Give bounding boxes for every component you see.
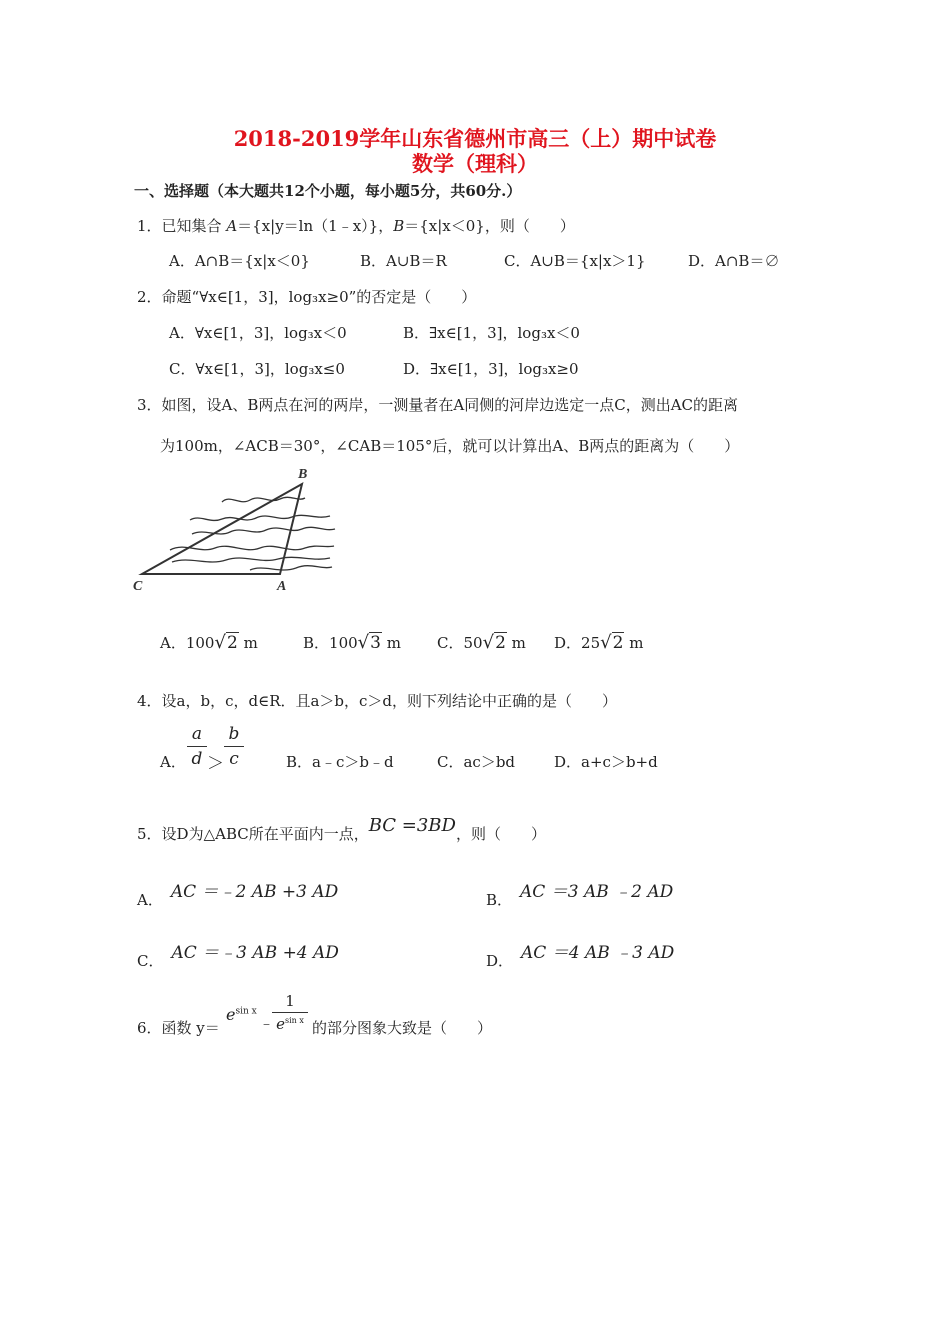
question-5-option-c: C． AC ＝﹣3 AB +4 AD: [137, 943, 339, 970]
sqrt-symbol: √2: [214, 632, 238, 653]
question-6-stem-prefix: 6．函数 y＝: [137, 1019, 220, 1037]
question-2-option-c: C．∀x∈[1，3]，log₃x≤0: [169, 360, 345, 378]
question-1-option-d: D．A∩B＝∅: [688, 252, 780, 270]
question-4-option-a-label: A．: [160, 753, 186, 771]
question-4-greater-sign: ＞: [207, 754, 224, 774]
figure-label-c: C: [133, 579, 143, 594]
question-5-option-d: D． AC ＝4 AB ﹣3 AD: [486, 943, 675, 970]
question-2-option-b: B．∃x∈[1，3]，log₃x＜0: [403, 324, 580, 342]
sqrt-symbol: √2: [600, 632, 624, 653]
question-3-option-a: A．100√2 m: [160, 632, 258, 653]
question-4-fraction-a-over-d: a d: [187, 724, 207, 769]
question-5-option-b: B． AC ＝3 AB ﹣2 AD: [486, 882, 674, 909]
question-6-stem-suffix: 的部分图象大致是（ ）: [312, 1019, 493, 1037]
question-2-stem: 2．命题“∀x∈[1，3]，log₃x≥0”的否定是（ ）: [137, 288, 477, 306]
river-triangle-figure: [130, 462, 340, 597]
page-subtitle: 数学（理科）: [412, 151, 538, 176]
vector-equation: BC =3BD: [368, 815, 456, 836]
question-5-stem: 5．设D为△ABC所在平面内一点，BC =3BD，则（ ）: [137, 815, 546, 843]
figure-label-b: B: [298, 467, 308, 482]
river-waves: [170, 497, 335, 570]
question-3-option-b: B．100√3 m: [303, 632, 401, 653]
question-4-option-c: C．ac＞bd: [437, 753, 516, 771]
question-6-exp-term: $e^{sin x}$: [226, 1005, 257, 1024]
question-6-fraction: 1 $e^{sin x}$: [272, 992, 308, 1033]
question-5-option-a: A． AC ＝﹣2 AB +3 AD: [137, 882, 339, 909]
question-1-option-b: B．A∪B＝R: [360, 252, 447, 270]
page-title: 2018-2019学年山东省德州市高三（上）期中试卷: [233, 126, 717, 151]
question-3-option-d: D．25√2 m: [554, 632, 644, 653]
question-2-option-a: A．∀x∈[1，3]，log₃x＜0: [169, 324, 347, 342]
sqrt-symbol: √2: [482, 632, 506, 653]
question-4-fraction-b-over-c: b c: [224, 724, 244, 769]
figure-label-a: A: [277, 579, 287, 594]
question-3-stem-line1: 3．如图，设A、B两点在河的两岸，一测量者在A同侧的河岸边选定一点C，测出AC的距离: [137, 396, 739, 414]
question-3-option-c: C．50√2 m: [437, 632, 526, 653]
question-6-minus-sign: ﹣: [259, 1014, 275, 1032]
question-1-option-a: A．A∩B＝{x|x＜0}: [169, 252, 310, 270]
sqrt-symbol: √3: [357, 632, 381, 653]
section-heading: 一、选择题（本大题共12个小题，每小题5分，共60分.）: [134, 182, 522, 200]
question-1-stem: 1．已知集合 A＝{x|y＝ln（1﹣x）}，B＝{x|x＜0}，则（ ）: [137, 217, 575, 235]
question-2-option-d: D．∃x∈[1，3]，log₃x≥0: [403, 360, 579, 378]
question-4-option-d: D．a+c＞b+d: [554, 753, 658, 771]
question-1-option-c: C．A∪B＝{x|x＞1}: [504, 252, 646, 270]
question-4-option-b: B．a﹣c＞b﹣d: [286, 753, 394, 771]
question-4-stem: 4．设a，b，c，d∈R．且a＞b，c＞d，则下列结论中正确的是（ ）: [137, 692, 618, 710]
question-3-stem-line2: 为100m，∠ACB＝30°，∠CAB＝105°后，就可以计算出A、B两点的距离为（ ）: [160, 437, 740, 455]
